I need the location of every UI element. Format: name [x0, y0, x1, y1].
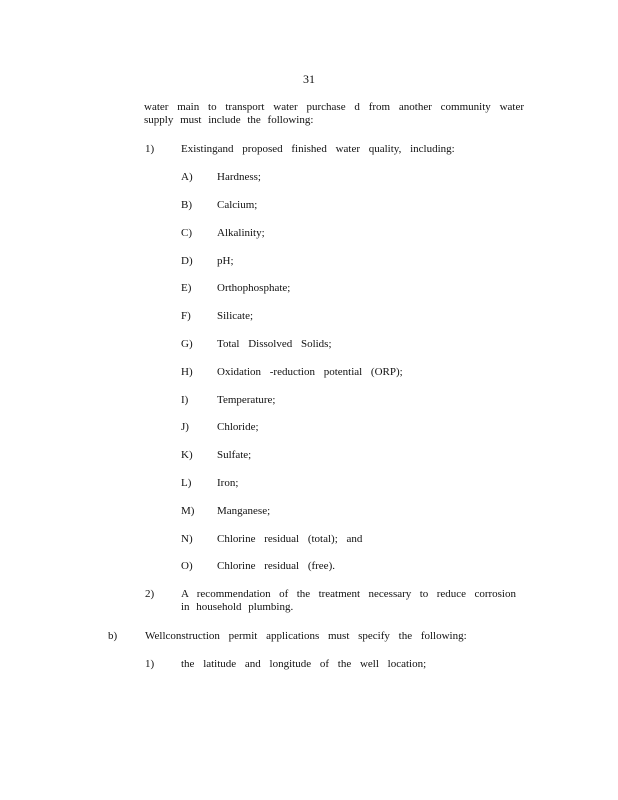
subitem-text: Sulfate;	[217, 449, 252, 461]
item-2-label: 2)	[145, 588, 155, 600]
subitem-label: H)	[181, 366, 193, 378]
subitem-text: Iron;	[217, 477, 239, 489]
subitem-text: Oxidation -reduction potential (ORP);	[217, 366, 403, 378]
item-1-label: 1)	[145, 143, 155, 155]
subitem-text: Chlorine residual (free).	[217, 560, 335, 572]
subitem-text: Chlorine residual (total); and	[217, 533, 363, 545]
subitem-text: Calcium;	[217, 199, 258, 211]
subitem-label: J)	[181, 421, 189, 433]
subitem-text: Chloride;	[217, 421, 259, 433]
subitem-label: G)	[181, 338, 193, 350]
intro-paragraph: water main to transport water purchase d from another community water supply must include the following:	[144, 101, 524, 126]
subitem-text: Manganese;	[217, 505, 271, 517]
subitem-label: O)	[181, 560, 193, 572]
subitem-label: D)	[181, 255, 193, 267]
subitem-text: Orthophosphate;	[217, 282, 291, 294]
subitem-text: Total Dissolved Solids;	[217, 338, 332, 350]
section-b-item-1-text: the latitude and longitude of the well location;	[181, 658, 427, 670]
subitem-label: F)	[181, 310, 191, 322]
subitem-label: K)	[181, 449, 193, 461]
subitem-label: I)	[181, 394, 189, 406]
section-b-label: b)	[108, 630, 118, 642]
subitem-label: C)	[181, 227, 192, 239]
item-2-text: A recommendation of the treatment necessary to reduce corrosion in household plumbing.	[181, 588, 516, 613]
section-b-text: Wellconstruction permit applications must specify the following:	[145, 630, 467, 642]
page-number: 31	[303, 72, 315, 86]
subitem-label: B)	[181, 199, 192, 211]
subitem-text: Silicate;	[217, 310, 254, 322]
subitem-label: E)	[181, 282, 192, 294]
subitem-label: A)	[181, 171, 193, 183]
section-b-item-1-label: 1)	[145, 658, 155, 670]
subitem-text: Alkalinity;	[217, 227, 265, 239]
subitem-label: M)	[181, 505, 195, 517]
subitem-label: L)	[181, 477, 192, 489]
subitem-text: Hardness;	[217, 171, 261, 183]
subitem-text: Temperature;	[217, 394, 276, 406]
item-1-text: Existingand proposed finished water quality, including:	[181, 143, 455, 155]
subitem-text: pH;	[217, 255, 234, 267]
subitem-label: N)	[181, 533, 193, 545]
